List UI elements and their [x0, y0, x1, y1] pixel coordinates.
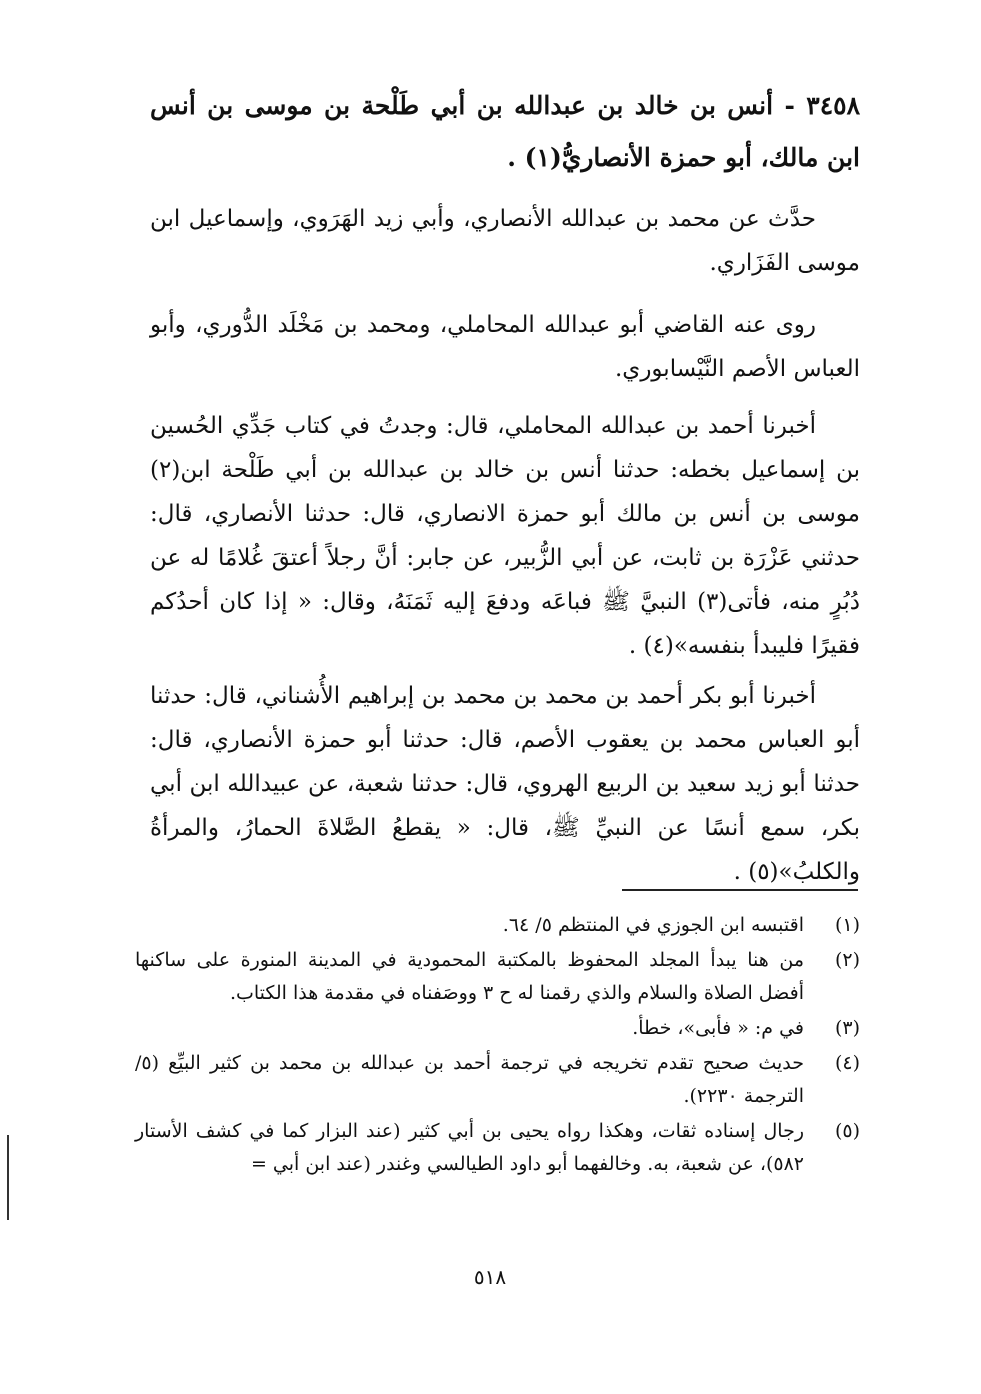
footnote-text: رجال إسناده ثقات، وهكذا رواه يحيى بن أبي كثير (عند البزار كما في كشف الأستار ٥٨٢)، عن شعبة، به. وخالفهما أبو داود الطيالسي وغندر (عند ابن أبي =	[135, 1120, 804, 1175]
footnote-number: (٣)	[834, 1017, 860, 1039]
entry-number: ٣٤٥٨	[806, 91, 860, 120]
entry-title-text: - أنس بن خالد بن عبدالله بن أبي طَلْحة بن موسى بن أنس ابن مالك، أبو حمزة الأنصاريُّ(١) .	[150, 91, 860, 172]
footnote-number: (١)	[834, 914, 860, 936]
scan-margin-line	[7, 1135, 9, 1220]
entry-title	[150, 80, 860, 184]
paragraph-text: أخبرنا أبو بكر أحمد بن محمد بن محمد بن إبراهيم الأُشناني، قال: حدثنا أبو العباس محمد بن يعقوب الأصم، قال: حدثنا أبو حمزة الأنصاري، قال: حدثنا أبو زيد سعيد بن الربيع الهروي، قال: حدثنا شعبة، عن عبيدالله ابن أبي بكر، سمع أنسًا عن النبيِّ ﷺ، قال: « يقطعُ الصَّلاةَ الحمارُ، والمرأةُ والكلبُ»(٥) .	[150, 683, 860, 885]
footnote	[135, 944, 860, 1010]
entry-heading	[150, 80, 860, 184]
footnote	[135, 1115, 860, 1181]
footnote-text: في م: « فأبى»، خطأ.	[632, 1017, 804, 1039]
paragraph-text: حدَّث عن محمد بن عبدالله الأنصاري، وأبي زيد الهَرَوي، وإسماعيل ابن موسى الفَزَاري.	[150, 206, 860, 276]
footnote	[135, 1012, 860, 1045]
paragraph-text: أخبرنا أحمد بن عبدالله المحاملي، قال: وجدتُ في كتاب جَدِّي الحُسين بن إسماعيل بخطه: حدثنا أنس بن خالد بن عبدالله بن أبي طَلْحة ابن(٢) موسى بن أنس بن مالك أبو حمزة الانصاري، قال: حدثنا الأنصاري، قال: حدثني عَزْرَة بن ثابت، عن أبي الزُّبير، عن جابر: أنَّ رجلاً أعتقَ غُلامًا له عن دُبُرٍ منه، فأتى(٣) النبيَّ ﷺ فباعَه ودفعَ إليه ثَمَنَهُ، وقال: « إذا كان أحدُكم فقيرًا فليبدأ بنفسه»(٤) .	[150, 413, 860, 659]
hadith-paragraph-1	[150, 404, 860, 668]
narrators-from-paragraph	[150, 197, 860, 285]
footnote-number: (٤)	[834, 1052, 860, 1074]
footnote	[135, 909, 860, 942]
footnote	[135, 1047, 860, 1113]
hadith-paragraph-2	[150, 674, 860, 894]
footnote-text: حديث صحيح تقدم تخريجه في ترجمة أحمد بن عبدالله بن محمد بن كثير البيِّع (٥/الترجمة ٢٢٣٠).	[135, 1052, 804, 1107]
footnote-number: (٥)	[834, 1120, 860, 1142]
paragraph-text: روى عنه القاضي أبو عبدالله المحاملي، ومحمد بن مَخْلَد الدُّوري، وأبو العباس الأصم النَّيْسابوري.	[150, 312, 860, 382]
footnote-separator	[622, 889, 858, 891]
footnotes-section	[135, 909, 860, 1183]
page-number: ٥١٨	[473, 1265, 507, 1289]
footnote-number: (٢)	[834, 949, 860, 971]
footnote-text: من هنا يبدأ المجلد المحفوظ بالمكتبة المحمودية في المدينة المنورة على ساكنها أفضل الصلاة والسلام والذي رقمنا له ح ٣ ووصَفناه في مقدمة هذا الكتاب.	[135, 949, 804, 1004]
narrators-to-paragraph	[150, 303, 860, 391]
footnote-text: اقتبسه ابن الجوزي في المنتظم ٥/ ٦٤.	[502, 914, 804, 936]
